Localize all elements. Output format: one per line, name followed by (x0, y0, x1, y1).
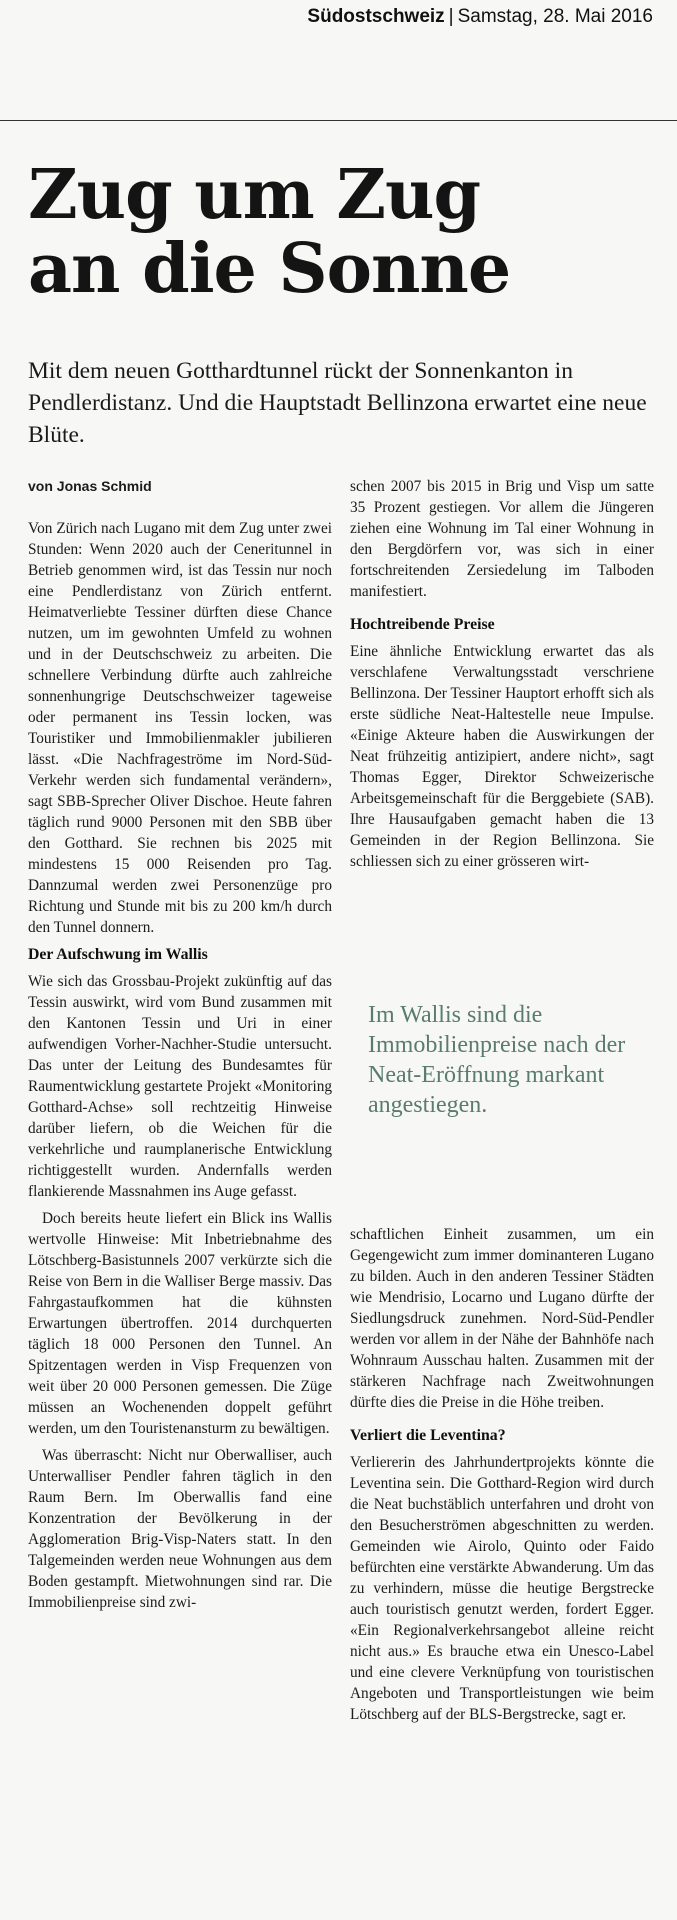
masthead-date: Samstag, 28. Mai 2016 (457, 6, 653, 27)
article-dek: Mit dem neuen Gotthardtunnel rückt der Sonnenkanton in Pendlerdistanz. Und die Hauptstadt Bellinzona erwartet eine neue Blüte. (28, 358, 647, 448)
top-rule (0, 120, 677, 121)
masthead-brand: Südostschweiz (307, 6, 445, 27)
masthead-separator: | (448, 6, 454, 27)
pull-quote: Im Wallis sind die Immobilienpreise nach der Neat-Eröffnung markant angestiegen. (368, 1002, 626, 1118)
column-right-bottom (350, 1224, 654, 1725)
masthead (307, 6, 653, 28)
col2-paragraph-2: Eine ähnliche Entwicklung erwartet das als verschlafene Verwaltungsstadt verschriene Bellinzona. Der Tessiner Hauptort erhofft sich als erste südliche Neat-Haltestelle neue Impulse. «Einige Akteure haben die Auswirkungen der Neat frühzeitig antizipiert, andere nicht», sagt Thomas Egger, Direktor Schweizerische Arbeitsgemeinschaft für die Berggebiete (SAB). Ihre Hausaufgaben gemacht haben die 13 Gemeinden in der Region Bellinzona. Sie schliessen sich zu einer grösseren wirt- (350, 643, 654, 870)
column-right-top (350, 476, 654, 872)
col1-paragraph-3: Doch bereits heute liefert ein Blick ins Wallis wertvolle Hinweise: Mit Inbetriebnahme des Lötschberg-Basistunnels 2007 verkürzte sich die Reise von Bern in die Walliser Berge massiv. Das Fahrgastaufkommen hat die kühnsten Erwartungen übertroffen. 2014 durchquerten täglich 18 000 Personen den Tunnel. An Spitzentagen werden in Visp Frequenzen von weit über 20 000 Personen gemessen. Die Züge müssen an Wochenenden doppelt geführt werden, um den Touristenansturm zu bewältigen. (28, 1210, 332, 1437)
headline (28, 155, 511, 309)
col2-paragraph-3: schaftlichen Einheit zusammen, um ein Gegengewicht zum immer dominanteren Lugano zu bilden. Auch in den anderen Tessiner Städten wie Mendrisio, Locarno und Lugano dürfte der Siedlungsdruck zunehmen. Nord-Süd-Pendler werden vor allem in der Nähe der Bahnhöfe nach Wohnraum Ausschau halten. Zusammen mit der stärkeren Nachfrage nach Zweitwohnungen dürfte dies die Preise in die Höhe treiben. (350, 1226, 654, 1411)
col2-paragraph-4: Verliererin des Jahrhundertprojekts könnte die Leventina sein. Die Gotthard-Region wird durch die Neat buchstäblich unterfahren und droht von den Besucherströmen abgeschnitten zu werden. Gemeinden wie Airolo, Quinto oder Faido befürchten eine verstärkte Abwanderung. Um das zu verhindern, müsse die heutige Bergstrecke auch touristisch genutzt werden, fordert Egger. «Ein Regionalverkehrsangebot alleine reicht nicht aus.» Es brauche etwa ein Unesco-Label und eine clevere Verknüpfung von touristischen Angeboten und Transportleistungen wie beim Lötschberg auf der BLS-Bergstrecke, sagt er. (350, 1454, 654, 1723)
col1-paragraph-2: Wie sich das Grossbau-Projekt zukünftig auf das Tessin auswirkt, wird vom Bund zusammen mit den Kantonen Tessin und Uri in einer aufwendigen Vorher-Nachher-Studie untersucht. Das unter der Leitung des Bundesamtes für Raumentwicklung gestartete Projekt «Monitoring Gotthard-Achse» soll rechtzeitig Hinweise darüber liefern, ob die Weichen für die verkehrliche und raumplanerische Entwicklung richtiggestellt wurden. Andernfalls werden flankierende Massnahmen ins Auge gefasst. (28, 973, 332, 1200)
subhead-preise: Hochtreibende Preise (350, 616, 495, 633)
byline: von Jonas Schmid (28, 478, 152, 494)
subhead-leventina: Verliert die Leventina? (350, 1427, 506, 1444)
headline-line-2: an die Sonne (28, 229, 511, 309)
col2-paragraph-1: schen 2007 bis 2015 in Brig und Visp um satte 35 Prozent gestiegen. Vor allem die Jüngeren ziehen eine Wohnung im Tal einer Wohnung in den Bergdörfern vor, was sich in einer fortschreitenden Zersiedelung im Talboden manifestiert. (350, 478, 654, 600)
column-left (28, 476, 332, 1613)
headline-line-1: Zug um Zug (28, 155, 480, 235)
col1-paragraph-1: Von Zürich nach Lugano mit dem Zug unter zwei Stunden: Wenn 2020 auch der Ceneritunnel in Betrieb genommen wird, ist das Tessin nur noch eine Pendlerdistanz von Zürich entfernt. Heimatverliebte Tessiner dürften diese Chance nutzen, um im gewohnten Umfeld zu wohnen und in der Deutschschweiz zu arbeiten. Die schnellere Verbindung dürfte auch zahlreiche sonnenhungrige Deutschschweizer tageweise oder permanent ins Tessin locken, was Touristiker und Immobilienmakler jubilieren lässt. «Die Nachfrageströme im Nord-Süd-Verkehr werden sich fundamental verändern», sagt SBB-Sprecher Oliver Dischoe. Heute fahren täglich rund 9000 Personen mit den SBB über den Gotthard. Sie rechnen bis 2025 mit mindestens 15 000 Reisenden pro Tag. Dannzumal werden zwei Personenzüge pro Richtung und Stunde mit bis zu 200 km/h durch den Tunnel donnern. (28, 520, 332, 936)
col1-paragraph-4: Was überrascht: Nicht nur Oberwalliser, auch Unterwalliser Pendler fahren täglich in den Raum Bern. Im Oberwallis fand eine Konzentration der Bevölkerung in der Agglomeration Brig-Visp-Naters statt. In den Talgemeinden werden neue Wohnungen aus dem Boden gestampft. Mietwohnungen sind rar. Die Immobilienpreise sind zwi- (28, 1447, 332, 1611)
subhead-aufschwung: Der Aufschwung im Wallis (28, 946, 208, 963)
